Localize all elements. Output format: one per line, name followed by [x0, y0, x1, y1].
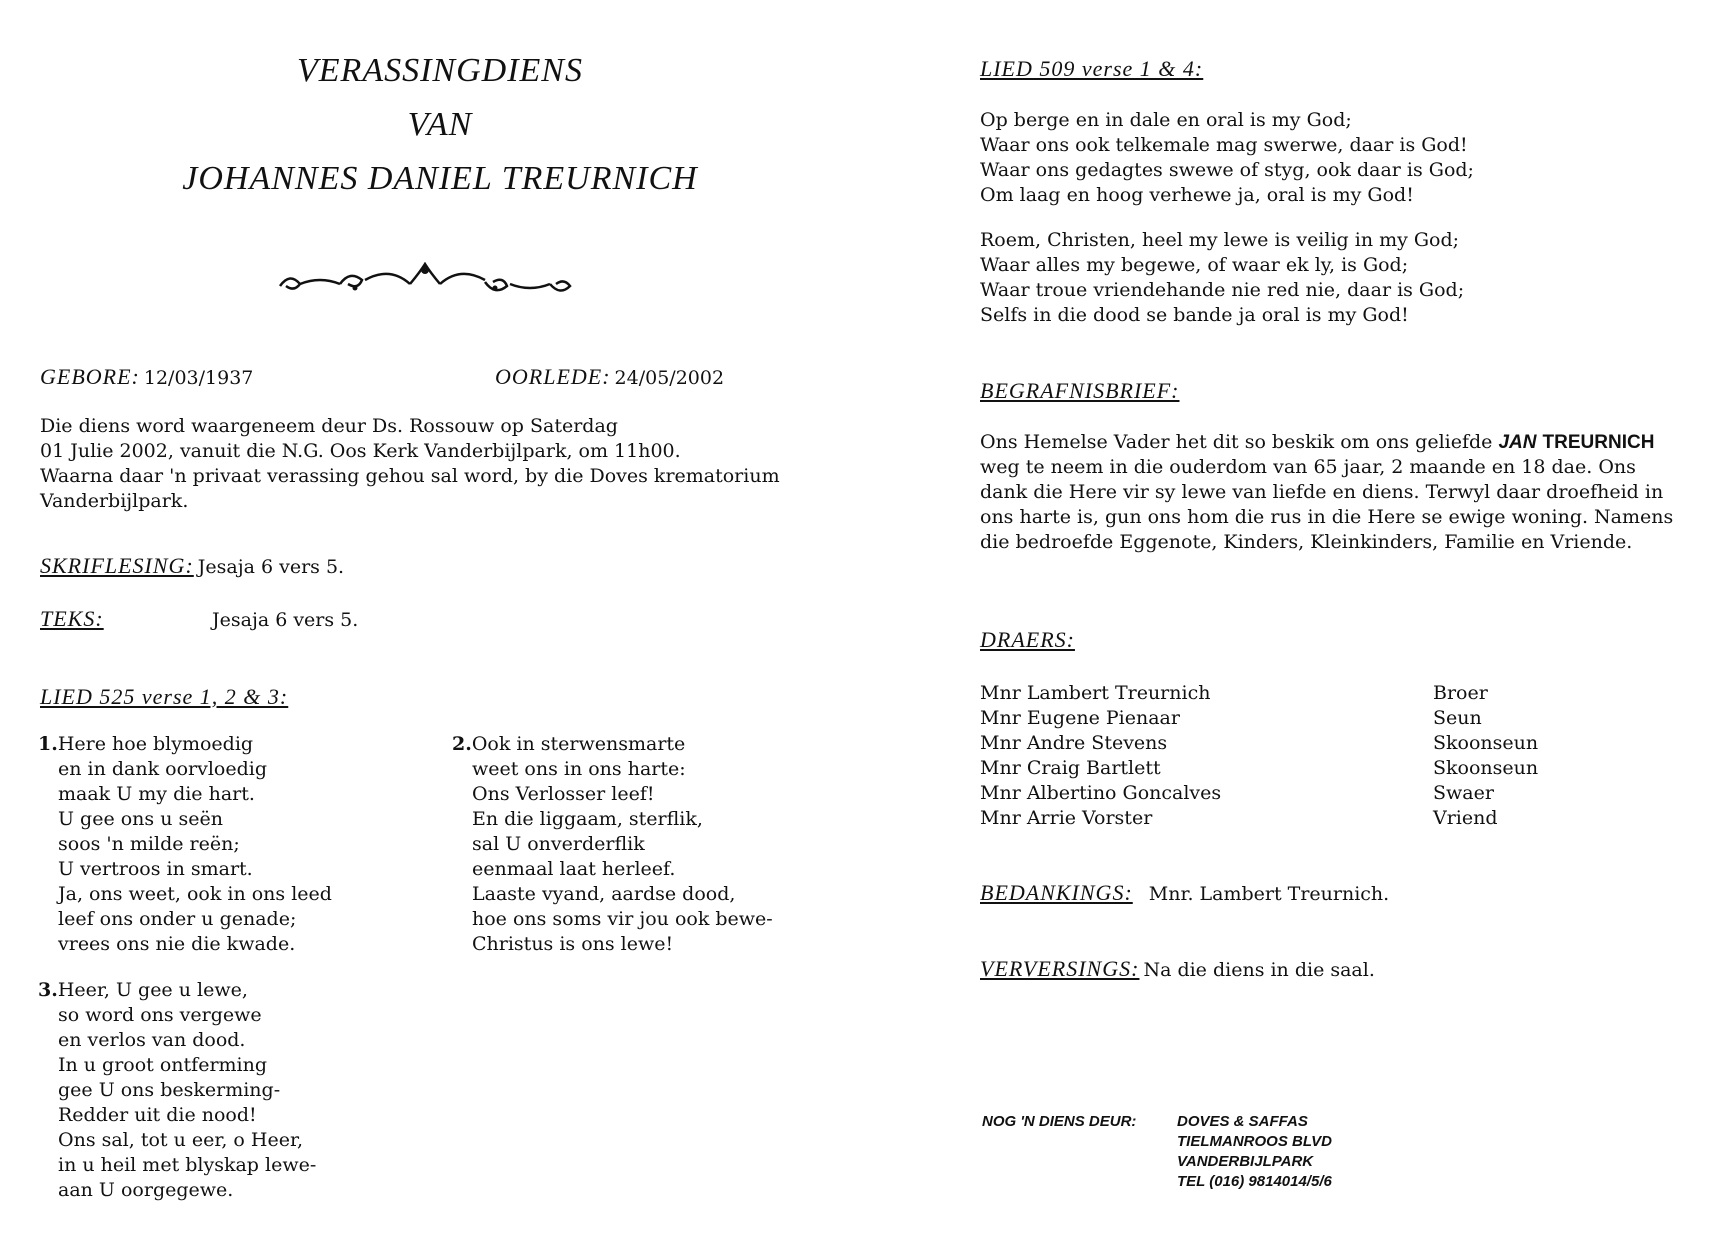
deceased-surname: TREURNICH: [1542, 432, 1655, 453]
verse-line: U gee ons u seën: [58, 808, 223, 830]
service-line: Vanderbijlpark.: [40, 490, 189, 512]
verse-line: gee U ons beskerming-: [58, 1079, 281, 1101]
bearer-name: Mnr Lambert Treurnich: [980, 682, 1211, 704]
verse-line: en verlos van dood.: [58, 1029, 246, 1051]
verse-line: Selfs in die dood se bande ja oral is my God!: [980, 304, 1409, 326]
hymn-509-label: LIED 509 verse 1 & 4:: [980, 56, 1204, 81]
bearer-name: Mnr Arrie Vorster: [980, 807, 1153, 829]
bearer-name: Mnr Albertino Goncalves: [980, 782, 1222, 804]
born-label: GEBORE:: [40, 364, 140, 389]
letter-text: weg te neem in die ouderdom van 65 jaar, 2 maande en 18 dae. Ons dank die Here vir sy lewe van liefde en diens. Terwyl daar droefheid in ons harte is, gun ons hom die rus in die Here se ewige woning. Namens die bedroefde Eggenote, Kinders, Kleinkinders, Familie en Vriende.: [980, 456, 1674, 553]
ornament-flourish: [270, 262, 580, 302]
bearer-row: [980, 706, 1538, 731]
died-date: 24/05/2002: [614, 367, 725, 389]
service-line: Die diens word waargeneem deur Ds. Rossouw op Saterdag: [40, 415, 618, 437]
refreshments-value: Na die diens in die saal.: [1143, 959, 1375, 981]
verse-line: Heer, U gee u lewe,: [57, 979, 248, 1001]
verse-number: 1.: [38, 733, 58, 755]
bearer-relation: Swaer: [1433, 782, 1494, 804]
funeral-home-footer: [982, 1112, 1332, 1192]
verse-line: weet ons in ons harte:: [472, 758, 686, 780]
thanks-value: Mnr. Lambert Treurnich.: [1148, 883, 1390, 905]
bearer-row: [980, 756, 1538, 781]
verse-line: Om laag en hoog verhewe ja, oral is my God!: [980, 184, 1414, 206]
thanks-row: [980, 880, 1389, 907]
verse-line: Ons Verlosser leef!: [472, 783, 655, 805]
reading-row: [40, 553, 344, 580]
hymn-525-verse-2: [452, 732, 773, 957]
bearer-name: Mnr Eugene Pienaar: [980, 707, 1180, 729]
deceased-first-name: JAN: [1498, 432, 1537, 453]
footer-city: VANDERBIJLPARK: [1177, 1153, 1314, 1170]
thanks-label: BEDANKINGS:: [980, 880, 1133, 905]
service-line: Waarna daar 'n privaat verassing gehou sal word, by die Doves krematorium: [40, 465, 780, 487]
verse-line: Waar ons gedagtes swewe of styg, ook daar is God;: [980, 159, 1474, 181]
died-row: [495, 364, 724, 391]
verse-line: Ja, ons weet, ook in ons leed: [58, 883, 332, 905]
verse-line: Redder uit die nood!: [58, 1104, 257, 1126]
verse-line: U vertroos in smart.: [58, 858, 253, 880]
refreshments-row: [980, 956, 1375, 983]
verse-line: vrees ons nie die kwade.: [58, 933, 296, 955]
reading-label: SKRIFLESING:: [40, 553, 194, 578]
verse-line: hoe ons soms vir jou ook bewe-: [472, 908, 773, 930]
verse-line: leef ons onder u genade;: [58, 908, 297, 930]
hymn-509-verse-1: [980, 108, 1474, 208]
verse-line: Roem, Christen, heel my lewe is veilig in my God;: [980, 229, 1460, 251]
verse-line: maak U my die hart.: [58, 783, 255, 805]
verse-line: Waar troue vriendehande nie red nie, daar is God;: [980, 279, 1465, 301]
verse-line: Waar alles my begewe, of waar ek ly, is God;: [980, 254, 1409, 276]
bearer-relation: Vriend: [1433, 807, 1498, 829]
hymn-525-label: LIED 525 verse 1, 2 & 3:: [40, 684, 289, 709]
verse-line: En die liggaam, sterflik,: [472, 808, 703, 830]
bearer-row: [980, 681, 1538, 706]
born-date: 12/03/1937: [143, 367, 254, 389]
title-line-2: VAN: [407, 106, 473, 143]
verse-line: aan U oorgegewe.: [58, 1179, 234, 1201]
bearer-name: Mnr Craig Bartlett: [980, 757, 1161, 779]
service-details: [40, 414, 780, 514]
bearers-label: DRAERS:: [980, 627, 1075, 652]
verse-line: en in dank oorvloedig: [58, 758, 268, 780]
verse-line: Ook in sterwensmarte: [471, 733, 686, 755]
text-label: TEKS:: [40, 606, 104, 631]
born-row: [40, 364, 253, 391]
bearer-relation: Skoonseun: [1433, 757, 1539, 779]
verse-line: in u heil met blyskap lewe-: [58, 1154, 317, 1176]
bearer-relation: Seun: [1433, 707, 1482, 729]
hymn-509-verse-4: [980, 228, 1464, 328]
funeral-letter-text: [980, 430, 1680, 555]
verse-number: 3.: [38, 979, 58, 1001]
title-line-1: VERASSINGDIENS: [297, 52, 583, 89]
bearer-row: [980, 806, 1538, 831]
died-label: OORLEDE:: [495, 364, 611, 389]
hymn-525-verse-1: [38, 732, 332, 957]
verse-line: sal U onverderflik: [472, 833, 645, 855]
refreshments-label: VERVERSINGS:: [980, 956, 1140, 981]
verse-line: Laaste vyand, aardse dood,: [472, 883, 736, 905]
bearer-relation: Skoonseun: [1433, 732, 1539, 754]
verse-number: 2.: [452, 733, 472, 755]
footer-company: DOVES & SAFFAS: [1177, 1113, 1308, 1130]
bearer-relation: Broer: [1433, 682, 1488, 704]
verse-line: Ons sal, tot u eer, o Heer,: [58, 1129, 303, 1151]
bearer-name: Mnr Andre Stevens: [980, 732, 1168, 754]
text-row: [40, 606, 358, 633]
verse-line: so word ons vergewe: [58, 1004, 262, 1026]
verse-line: Waar ons ook telkemale mag swerwe, daar is God!: [980, 134, 1468, 156]
verse-line: Op berge en in dale en oral is my God;: [980, 109, 1352, 131]
footer-phone: TEL (016) 9814014/5/6: [1177, 1173, 1332, 1190]
text-value: Jesaja 6 vers 5.: [212, 609, 359, 631]
reading-value: Jesaja 6 vers 5.: [197, 556, 345, 578]
footer-label: NOG 'N DIENS DEUR:: [982, 1113, 1137, 1130]
letter-text: Ons Hemelse Vader het dit so beskik om ons geliefde: [980, 431, 1499, 453]
verse-line: eenmaal laat herleef.: [472, 858, 676, 880]
verse-line: soos 'n milde reën;: [58, 833, 240, 855]
verse-line: Here hoe blymoedig: [57, 733, 254, 755]
title-name: JOHANNES DANIEL TREURNICH: [182, 160, 698, 197]
bearers-list: [980, 681, 1538, 831]
funeral-letter-label: BEGRAFNISBRIEF:: [980, 378, 1180, 403]
hymn-525-verse-3: [38, 978, 316, 1203]
verse-line: In u groot ontferming: [58, 1054, 268, 1076]
service-line: 01 Julie 2002, vanuit die N.G. Oos Kerk Vanderbijlpark, om 11h00.: [40, 440, 681, 462]
bearer-row: [980, 731, 1538, 756]
bearer-row: [980, 781, 1538, 806]
verse-line: Christus is ons lewe!: [472, 933, 674, 955]
footer-street: TIELMANROOS BLVD: [1177, 1133, 1333, 1150]
